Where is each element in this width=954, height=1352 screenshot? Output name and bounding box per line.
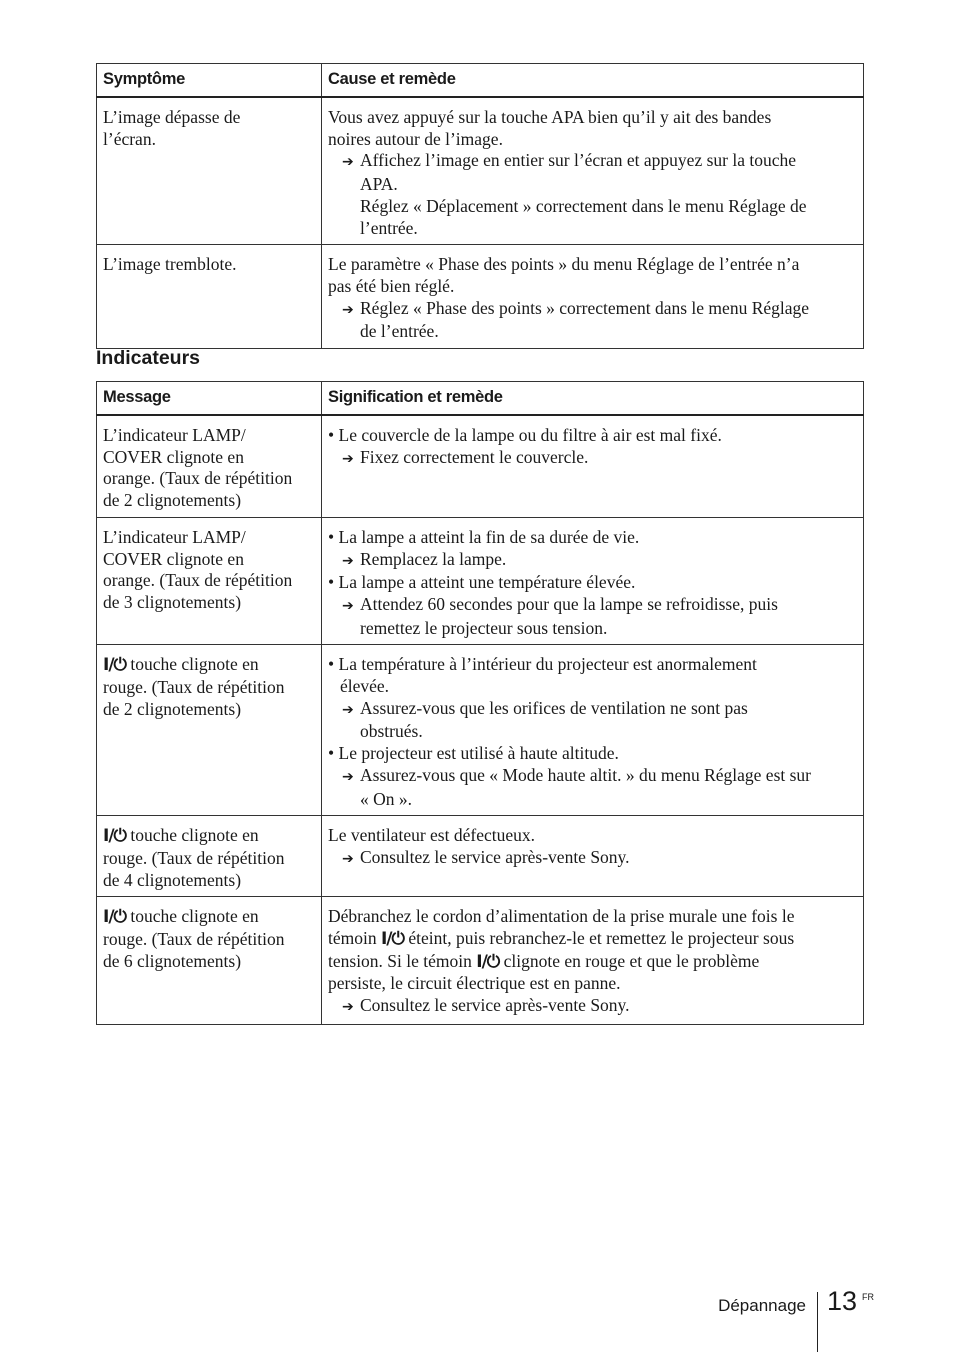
power-icon: I/⏻ xyxy=(103,907,126,928)
power-icon: I/⏻ xyxy=(476,951,500,972)
arrow-icon: ➔ xyxy=(342,450,354,467)
message-cell xyxy=(97,645,322,816)
remedy-step xyxy=(328,298,857,322)
text-line: témoin I/⏻ éteint, puis rebranchez-le et remettez le projecteur sous xyxy=(328,928,795,950)
remedy-step-text: Attendez 60 secondes pour que la lampe se refroidisse, puis xyxy=(360,593,778,614)
message-text: L’indicateur LAMP/ xyxy=(103,526,246,547)
page-language: FR xyxy=(862,1292,874,1302)
message-text: rouge. (Taux de répétition xyxy=(103,677,285,698)
remedy-step-continued: remettez le projecteur sous tension. xyxy=(360,617,608,638)
message-text: de 4 clignotements) xyxy=(103,869,242,890)
arrow-icon: ➔ xyxy=(342,154,354,171)
remedy-step xyxy=(328,995,857,1019)
remedy-step-continued: l’entrée. xyxy=(360,217,418,238)
table-row xyxy=(97,97,864,245)
remedy-step-continued: APA. xyxy=(360,174,398,195)
text-line: Débranchez le cordon d’alimentation de la prise murale une fois le xyxy=(328,906,795,927)
text-line: Le paramètre « Phase des points » du menu Réglage de l’entrée n’a xyxy=(328,254,800,275)
remedy-step-text: Réglez « Phase des points » correctement dans le menu Réglage xyxy=(360,297,810,318)
message-cell xyxy=(97,897,322,1025)
remedy-step xyxy=(328,847,857,871)
arrow-icon: ➔ xyxy=(342,999,354,1016)
symptom-text: l’écran. xyxy=(103,128,156,149)
column-header-message: Message xyxy=(97,382,322,416)
text-line: tension. Si le témoin I/⏻ clignote en rouge et que le problème xyxy=(328,950,760,972)
bullet-item: • La lampe a atteint la fin de sa durée de vie. xyxy=(328,526,640,547)
table-header-row xyxy=(97,64,864,98)
message-text: I/⏻ touche clignote en xyxy=(103,825,259,847)
message-cell xyxy=(97,415,322,517)
remedy-step-continued: obstrués. xyxy=(360,721,423,742)
arrow-icon: ➔ xyxy=(342,701,354,718)
arrow-icon: ➔ xyxy=(342,552,354,569)
table-row xyxy=(97,816,864,897)
remedy-step-text: Consultez le service après-vente Sony. xyxy=(360,995,630,1016)
bullet-item: • La lampe a atteint une température élevée. xyxy=(328,572,636,593)
cause-cell xyxy=(322,97,864,245)
remedy-step-continued: de l’entrée. xyxy=(360,321,439,342)
bullet-item: • La température à l’intérieur du projecteur est anormalement xyxy=(328,654,757,675)
bullet-item-continued: élevée. xyxy=(340,676,390,697)
message-text: I/⏻ touche clignote en xyxy=(103,654,259,676)
symptom-text: L’image tremblote. xyxy=(103,254,237,275)
text-line: pas été bien réglé. xyxy=(328,275,455,296)
table-header-row xyxy=(97,382,864,416)
footer-divider xyxy=(817,1292,818,1352)
message-text: rouge. (Taux de répétition xyxy=(103,847,285,868)
section-title: Indicateurs xyxy=(96,347,201,369)
message-text: COVER clignote en xyxy=(103,446,244,467)
arrow-icon: ➔ xyxy=(342,768,354,785)
table-row xyxy=(97,517,864,645)
remedy-cell xyxy=(322,415,864,517)
table-row xyxy=(97,415,864,517)
message-text: de 6 clignotements) xyxy=(103,950,242,971)
message-cell xyxy=(97,517,322,645)
table-row xyxy=(97,245,864,349)
message-text: de 2 clignotements) xyxy=(103,698,242,719)
message-text: I/⏻ touche clignote en xyxy=(103,906,259,928)
text-line: noires autour de l’image. xyxy=(328,128,503,149)
remedy-step xyxy=(328,150,857,174)
message-text: COVER clignote en xyxy=(103,548,244,569)
arrow-icon: ➔ xyxy=(342,850,354,867)
page-number: 13 xyxy=(827,1286,858,1316)
table-row xyxy=(97,645,864,816)
table-row xyxy=(97,897,864,1025)
remedy-step xyxy=(328,765,857,789)
symptom-cell xyxy=(97,97,322,245)
remedy-step xyxy=(328,698,857,722)
remedy-step-continued: « On ». xyxy=(360,788,413,809)
remedy-step-text: Consultez le service après-vente Sony. xyxy=(360,846,630,867)
footer-section-name: Dépannage xyxy=(718,1296,806,1315)
indicators-table xyxy=(96,381,864,1025)
remedy-step-text: Remplacez la lampe. xyxy=(360,548,507,569)
remedy-step-text: Affichez l’image en entier sur l’écran et appuyez sur la touche xyxy=(360,150,796,171)
remedy-cell xyxy=(322,517,864,645)
text-line: Le ventilateur est défectueux. xyxy=(328,825,535,846)
message-text: de 2 clignotements) xyxy=(103,490,242,511)
remedy-cell xyxy=(322,816,864,897)
message-text: orange. (Taux de répétition xyxy=(103,570,293,591)
remedy-step-text: Assurez-vous que les orifices de ventilation ne sont pas xyxy=(360,697,748,718)
bullet-item: • Le couvercle de la lampe ou du filtre à air est mal fixé. xyxy=(328,425,722,445)
power-icon: I/⏻ xyxy=(103,655,126,676)
message-text: rouge. (Taux de répétition xyxy=(103,929,285,950)
message-text: L’indicateur LAMP/ xyxy=(103,425,246,445)
remedy-cell xyxy=(322,897,864,1025)
remedy-cell xyxy=(322,645,864,816)
column-header-cause: Cause et remède xyxy=(322,64,864,98)
column-header-symptom: Symptôme xyxy=(97,64,322,98)
text-line: Vous avez appuyé sur la touche APA bien qu’il y ait des bandes xyxy=(328,107,772,127)
message-text: orange. (Taux de répétition xyxy=(103,468,293,489)
text-line: persiste, le circuit électrique est en panne. xyxy=(328,973,621,994)
symptom-cell xyxy=(97,245,322,349)
remedy-step-continued: Réglez « Déplacement » correctement dans le menu Réglage de xyxy=(360,195,807,216)
column-header-remedy: Signification et remède xyxy=(322,382,864,416)
remedy-step-text: Assurez-vous que « Mode haute altit. » du menu Réglage est sur xyxy=(360,764,812,785)
cause-cell xyxy=(322,245,864,349)
troubleshooting-table xyxy=(96,63,864,349)
power-icon: I/⏻ xyxy=(380,929,404,950)
message-text: de 3 clignotements) xyxy=(103,591,242,612)
remedy-step-text: Fixez correctement le couvercle. xyxy=(360,446,589,467)
message-cell xyxy=(97,816,322,897)
remedy-step xyxy=(328,447,857,471)
arrow-icon: ➔ xyxy=(342,301,354,318)
bullet-item: • Le projecteur est utilisé à haute altitude. xyxy=(328,743,619,764)
remedy-step xyxy=(328,594,857,618)
arrow-icon: ➔ xyxy=(342,597,354,614)
symptom-text: L’image dépasse de xyxy=(103,107,241,127)
power-icon: I/⏻ xyxy=(103,826,126,847)
remedy-step xyxy=(328,549,857,573)
